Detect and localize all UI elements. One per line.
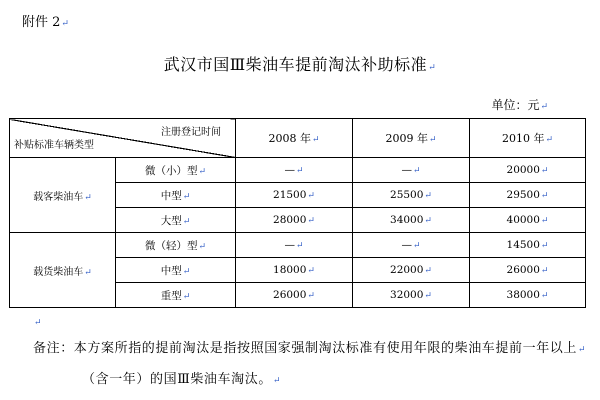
subsidy-value-cell: —↵ (353, 233, 470, 258)
empty-paragraph-mark: ↵ (34, 318, 42, 328)
table-header-row (10, 119, 586, 158)
subsidy-value-cell: 21500↵ (236, 183, 353, 208)
document-title: 武汉市国Ⅲ柴油车提前淘汰补助标准↵ (163, 55, 437, 74)
paragraph-mark: ↵ (424, 191, 432, 201)
corner-label-time: 注册登记时间 (161, 127, 221, 138)
vehicle-category-cell: 载货柴油车↵ (10, 233, 116, 308)
paragraph-mark: ↵ (540, 166, 549, 176)
subsidy-value-cell: 40000↵ (470, 208, 586, 233)
year-header: 2010 年↵ (470, 119, 586, 158)
paragraph-mark: ↵ (424, 291, 432, 301)
subsidy-value-cell: —↵ (353, 158, 470, 183)
paragraph-mark: ↵ (424, 266, 432, 276)
paragraph-mark: ↵ (307, 216, 315, 226)
paragraph-mark: ↵ (295, 166, 304, 176)
paragraph-mark: ↵ (545, 135, 554, 145)
paragraph-mark: ↵ (412, 166, 421, 176)
vehicle-type-cell: 微（小）型↵ (116, 158, 236, 183)
subsidy-value-cell: 25500↵ (353, 183, 470, 208)
paragraph-mark: ↵ (182, 266, 191, 277)
subsidy-value-cell: 26000↵ (236, 283, 353, 308)
vehicle-type-cell: 微（轻）型↵ (116, 233, 236, 258)
vehicle-type-cell: 中型↵ (116, 258, 236, 283)
unit-label: 单位：元↵ (491, 98, 548, 112)
paragraph-mark: ↵ (295, 241, 304, 251)
subsidy-value-cell: —↵ (236, 233, 353, 258)
table-row (10, 233, 586, 258)
annex-label: 附件 2↵ (22, 15, 69, 30)
paragraph-mark: ↵ (424, 216, 432, 226)
subsidy-value-cell: 32000↵ (353, 283, 470, 308)
paragraph-mark: ↵ (307, 266, 315, 276)
vehicle-type-cell: 中型↵ (116, 183, 236, 208)
paragraph-mark: ↵ (198, 241, 207, 252)
subsidy-value-cell: 34000↵ (353, 208, 470, 233)
paragraph-mark: ↵ (540, 291, 549, 301)
note-line-1: 备注：本方案所指的提前淘汰是指按照国家强制淘汰标准有使用年限的柴油车提前一年以上↵ (33, 341, 587, 356)
subsidy-value-cell: 28000↵ (236, 208, 353, 233)
year-header: 2008 年↵ (236, 119, 353, 158)
subsidy-value-cell: 14500↵ (470, 233, 586, 258)
paragraph-mark: ↵ (540, 191, 549, 201)
paragraph-mark: ↵ (182, 191, 191, 202)
subsidy-value-cell: 29500↵ (470, 183, 586, 208)
vehicle-category-cell: 载客柴油车↵ (10, 158, 116, 233)
paragraph-mark: ↵ (307, 191, 315, 201)
paragraph-mark: ↵ (307, 291, 315, 301)
vehicle-type-cell: 大型↵ (116, 208, 236, 233)
paragraph-mark: ↵ (540, 241, 549, 251)
subsidy-value-cell: 18000↵ (236, 258, 353, 283)
subsidy-value-cell: 26000↵ (470, 258, 586, 283)
paragraph-mark: ↵ (540, 216, 549, 226)
subsidy-value-cell: 38000↵ (470, 283, 586, 308)
paragraph-mark: ↵ (198, 166, 207, 177)
paragraph-mark: ↵ (311, 135, 320, 145)
table-corner-cell (10, 119, 236, 158)
paragraph-mark: ↵ (84, 267, 92, 278)
table-row (10, 158, 586, 183)
subsidy-value-cell: 20000↵ (470, 158, 586, 183)
paragraph-mark: ↵ (182, 216, 191, 227)
paragraph-mark: ↵ (412, 241, 421, 251)
paragraph-mark: ↵ (182, 291, 191, 302)
paragraph-mark: ↵ (84, 192, 92, 203)
paragraph-mark: ↵ (540, 266, 549, 276)
subsidy-value-cell: —↵ (236, 158, 353, 183)
corner-label-type: 补贴标准车辆类型 (14, 140, 94, 151)
subsidy-table (9, 118, 586, 308)
note-line-2: （含一年）的国Ⅲ柴油车淘汰。↵ (82, 372, 282, 387)
paragraph-mark: ↵ (428, 135, 437, 145)
year-header: 2009 年↵ (353, 119, 470, 158)
subsidy-value-cell: 22000↵ (353, 258, 470, 283)
vehicle-type-cell: 重型↵ (116, 283, 236, 308)
